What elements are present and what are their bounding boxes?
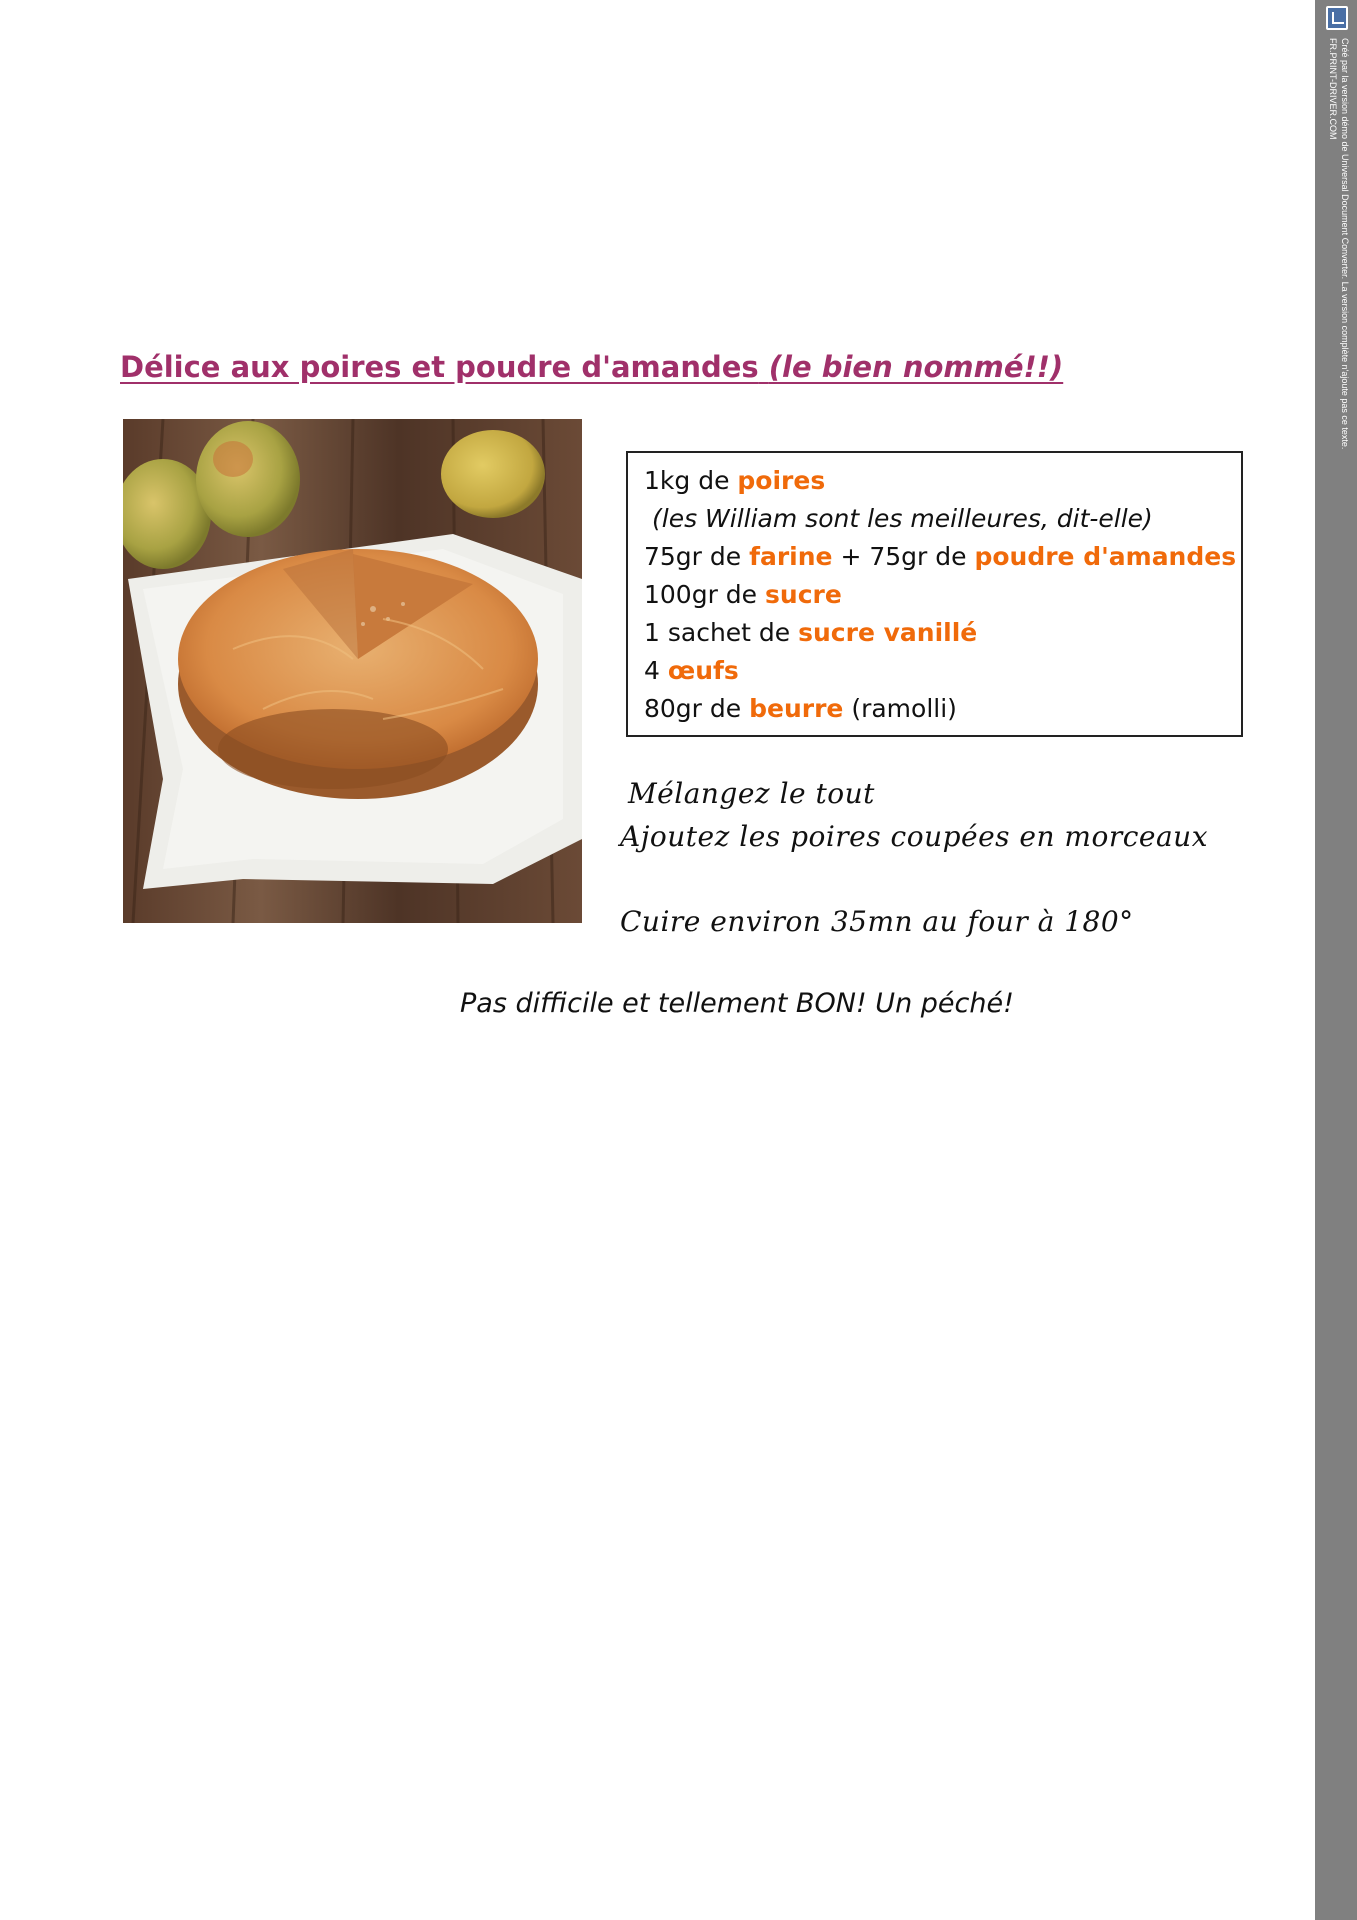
- watermark-line-1: Créé par la version démo de Universal Document Converter. La version complète n'ajoute pas ce texte.: [1340, 38, 1350, 450]
- recipe-title-main: Délice aux poires et poudre d'amandes: [120, 350, 759, 384]
- ingredient-qty: 4: [644, 656, 668, 685]
- ingredient-note: (les William sont les meilleures, dit-elle): [652, 504, 1153, 533]
- converter-logo-icon: [1326, 6, 1348, 30]
- pear-cake-photo: [123, 419, 582, 923]
- ingredient-name: sucre: [765, 580, 842, 609]
- watermark-sidebar: [1315, 0, 1357, 1920]
- ingredient-qty-2: + 75gr de: [832, 542, 975, 571]
- watermark-text: [1327, 38, 1351, 449]
- ingredient-qty: 75gr de: [644, 542, 750, 571]
- ingredient-suffix: (ramolli): [843, 694, 957, 723]
- step-add-pears: Ajoutez les poires coupées en morceaux: [620, 820, 1208, 853]
- ingredient-sugar: [644, 576, 1225, 614]
- ingredient-flour-almond: [644, 538, 1237, 576]
- ingredient-qty: 100gr de: [644, 580, 766, 609]
- ingredient-name: poires: [737, 466, 826, 495]
- step-mix: Mélangez le tout: [628, 777, 875, 810]
- closing-remark: Pas difficile et tellement BON! Un péché!: [460, 988, 1014, 1019]
- ingredient-name-2: poudre d'amandes: [974, 542, 1237, 571]
- ingredients-box: [626, 451, 1243, 737]
- ingredient-name: sucre vanillé: [798, 618, 978, 647]
- ingredient-butter: [644, 690, 1225, 728]
- ingredient-eggs: [644, 652, 1225, 690]
- ingredient-name: œufs: [667, 656, 739, 685]
- watermark-line-2: FR.PRINT-DRIVER.COM: [1328, 38, 1338, 140]
- ingredient-name: beurre: [749, 694, 844, 723]
- ingredient-qty: 1 sachet de: [644, 618, 799, 647]
- recipe-title: [120, 350, 1063, 384]
- ingredient-qty: 1kg de: [644, 466, 738, 495]
- ingredient-qty: 80gr de: [644, 694, 750, 723]
- ingredient-name: farine: [749, 542, 833, 571]
- recipe-title-aside: (le bien nommé!!): [768, 350, 1064, 384]
- ingredient-vanilla-sugar: [644, 614, 1225, 652]
- step-bake: Cuire environ 35mn au four à 180°: [620, 905, 1134, 938]
- ingredient-pears: [644, 462, 1225, 500]
